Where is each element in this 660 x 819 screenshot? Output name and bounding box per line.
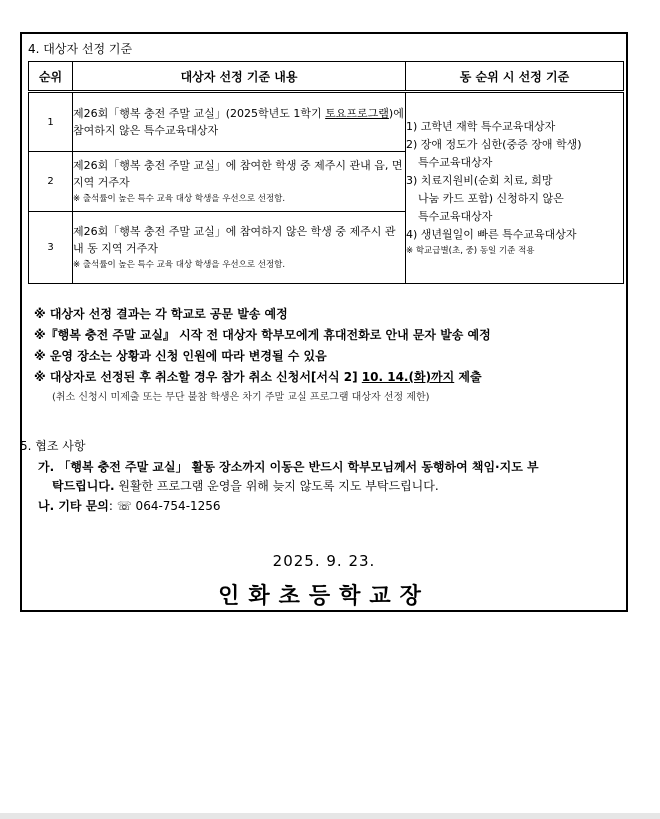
issuer-name: 인화초등학교장 [218, 584, 430, 609]
coop-item-ga: 가. 「행복 충전 주말 교실」 활동 장소까지 이동은 반드시 학부모님께서 동행하여 책임·지도 부 탁드립니다. 원활한 프로그램 운영을 위해 늦지 않도록 지도 부탁드립니다. [38, 460, 539, 493]
tie-rule-4: 4) 생년월일이 빠른 특수교육대상자 [406, 228, 577, 241]
table-row [29, 92, 624, 152]
cancel-restriction-note: (취소 신청시 미제출 또는 무단 불참 학생은 차기 주말 교실 프로그램 대상자 선정 제한) [52, 392, 430, 403]
section4-title: 4. 대상자 선정 기준 [28, 42, 133, 56]
notice-venue: ※ 운영 장소는 상황과 신청 인원에 따라 변경될 수 있음 [34, 349, 327, 363]
row-content [73, 92, 406, 152]
row-content-text: 제26회「행복 충전 주말 교실」(2025학년도 1학기 토요프로그램)에 참여하지 않은 특수교육대상자 [73, 107, 404, 137]
notices-block [34, 304, 624, 406]
table-header-row [29, 62, 624, 92]
row-content [73, 152, 406, 212]
issue-date: 2025. 9. 23. [272, 552, 376, 570]
row-note: ※ 출석률이 높은 특수 교육 대상 학생을 우선으로 선정함. [73, 260, 286, 270]
header-ties: 동 순위 시 선정 기준 [406, 62, 624, 92]
tie-rule-2: 2) 장애 정도가 심한(중증 장애 학생) [406, 138, 582, 151]
row-rank: 3 [29, 212, 73, 284]
coop-item-contact: 나. 기타 문의: ☏ 064-754-1256 [38, 499, 221, 513]
row-rank: 2 [29, 152, 73, 212]
row-note: ※ 출석률이 높은 특수 교육 대상 학생을 우선으로 선정함. [73, 194, 286, 204]
page-bottom-bar [0, 813, 660, 819]
row-content-text: 제26회「행복 충전 주말 교실」에 참여한 학생 중 제주시 관내 읍, 면 지역 거주자 [73, 159, 403, 189]
tie-rule-3-cont2: 특수교육대상자 [418, 210, 493, 223]
notice-document-frame [20, 32, 628, 612]
tie-rule-1: 1) 고학년 재학 특수교육대상자 [406, 120, 556, 133]
header-content: 대상자 선정 기준 내용 [73, 62, 406, 92]
row-rank: 1 [29, 92, 73, 152]
section5-title: 5. 협조 사항 [20, 439, 86, 453]
notice-result: ※ 대상자 선정 결과는 각 학교로 공문 발송 예정 [34, 307, 288, 321]
row-content [73, 212, 406, 284]
cancel-deadline: 10. 14.(화)까지 [361, 370, 455, 384]
tie-rule-3: 3) 치료지원비(순회 치료, 희망 [406, 174, 553, 187]
tie-rule-note: ※ 학교급별(초, 중) 동일 기준 적용 [406, 246, 535, 256]
notice-cancel: ※ 대상자로 선정된 후 취소할 경우 참가 취소 신청서[서식 2] 10. 14.(화)까지 제출 [34, 370, 482, 384]
header-rank: 순위 [29, 62, 73, 92]
tie-rule-2-cont: 특수교육대상자 [418, 156, 493, 169]
tie-rule-3-cont: 나눔 카드 포함) 신청하지 않은 [418, 192, 564, 205]
notice-sms: ※『행복 충전 주말 교실』 시작 전 대상자 학부모에게 휴대전화로 안내 문자 발송 예정 [34, 328, 491, 342]
tie-break-rules [406, 92, 624, 284]
selection-criteria-table [28, 61, 624, 284]
contact-phone: : ☏ 064-754-1256 [108, 499, 221, 513]
row-content-text: 제26회「행복 충전 주말 교실」에 참여하지 않은 학생 중 제주시 관내 동 지역 거주자 [73, 225, 396, 255]
